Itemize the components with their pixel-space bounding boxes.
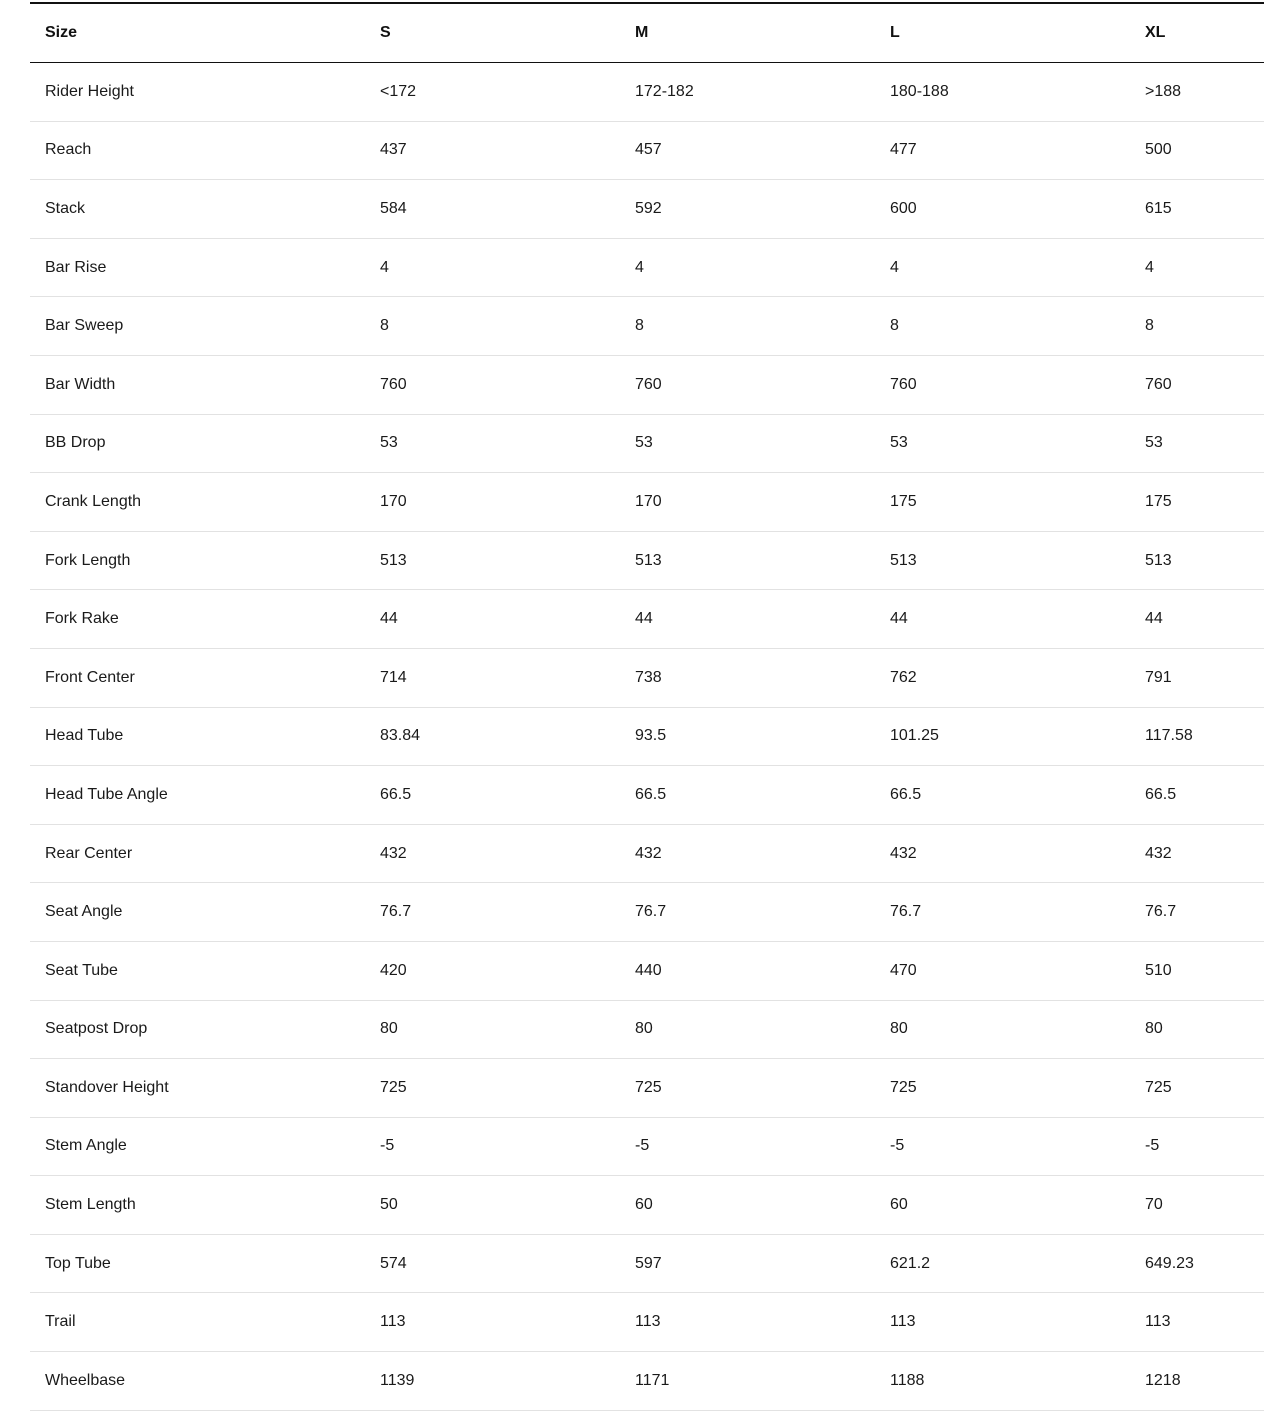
table-cell: 101.25 bbox=[890, 727, 939, 745]
table-row bbox=[30, 1118, 1264, 1177]
table-cell: 53 bbox=[380, 434, 398, 452]
table-cell: <172 bbox=[380, 82, 417, 100]
table-row bbox=[30, 415, 1264, 474]
column-header-s: S bbox=[380, 24, 391, 41]
table-cell: 615 bbox=[1145, 199, 1172, 217]
table-cell: 725 bbox=[890, 1078, 917, 1096]
table-cell: 738 bbox=[635, 668, 662, 686]
column-header-xl: XL bbox=[1145, 24, 1166, 41]
table-row bbox=[30, 122, 1264, 181]
row-label: Rear Center bbox=[45, 844, 133, 862]
table-cell: 420 bbox=[380, 961, 407, 979]
table-cell: 53 bbox=[635, 434, 653, 452]
column-header-l: L bbox=[890, 24, 900, 41]
table-cell: 649.23 bbox=[1145, 1254, 1194, 1272]
table-cell: 4 bbox=[635, 258, 644, 276]
table-row bbox=[30, 1001, 1264, 1060]
table-cell: 8 bbox=[890, 317, 899, 335]
table-cell: 76.7 bbox=[1145, 903, 1177, 921]
table-cell: 432 bbox=[890, 844, 917, 862]
table-cell: 76.7 bbox=[890, 903, 922, 921]
table-cell: 513 bbox=[1145, 551, 1172, 569]
table-cell: 470 bbox=[890, 961, 917, 979]
table-row bbox=[30, 590, 1264, 649]
table-row bbox=[30, 532, 1264, 591]
table-body bbox=[30, 63, 1264, 1411]
table-cell: 600 bbox=[890, 199, 917, 217]
table-cell: 44 bbox=[635, 610, 653, 628]
table-cell: 76.7 bbox=[380, 903, 412, 921]
table-cell: 762 bbox=[890, 668, 917, 686]
table-row bbox=[30, 1176, 1264, 1235]
table-cell: -5 bbox=[635, 1137, 650, 1155]
table-cell: 83.84 bbox=[380, 727, 421, 745]
table-cell: 80 bbox=[1145, 1020, 1163, 1038]
table-cell: 432 bbox=[380, 844, 407, 862]
table-cell: 760 bbox=[890, 375, 917, 393]
table-cell: 70 bbox=[1145, 1196, 1163, 1214]
table-cell: 1139 bbox=[380, 1371, 415, 1389]
row-label: Seat Angle bbox=[45, 903, 123, 921]
table-cell: 1171 bbox=[635, 1371, 670, 1389]
table-row bbox=[30, 473, 1264, 532]
table-row bbox=[30, 180, 1264, 239]
row-label: Bar Rise bbox=[45, 258, 107, 276]
row-label: Rider Height bbox=[45, 82, 134, 100]
table-cell: 66.5 bbox=[1145, 785, 1177, 803]
table-cell: 725 bbox=[635, 1078, 662, 1096]
table-cell: 113 bbox=[380, 1313, 406, 1331]
column-header-size: Size bbox=[45, 24, 78, 41]
table-cell: 500 bbox=[1145, 141, 1172, 159]
table-cell: 80 bbox=[380, 1020, 398, 1038]
row-label: BB Drop bbox=[45, 434, 106, 452]
table-row bbox=[30, 825, 1264, 884]
table-cell: 513 bbox=[635, 551, 662, 569]
row-label: Reach bbox=[45, 141, 92, 159]
table-cell: 53 bbox=[1145, 434, 1163, 452]
table-row bbox=[30, 708, 1264, 767]
row-label: Top Tube bbox=[45, 1254, 111, 1272]
table-cell: 76.7 bbox=[635, 903, 667, 921]
row-label: Trail bbox=[45, 1313, 76, 1331]
table-row bbox=[30, 1059, 1264, 1118]
row-label: Head Tube bbox=[45, 727, 124, 745]
table-cell: 117.58 bbox=[1145, 727, 1193, 745]
table-cell: 440 bbox=[635, 961, 662, 979]
table-cell: 44 bbox=[380, 610, 398, 628]
table-cell: 66.5 bbox=[380, 785, 412, 803]
table-cell: 175 bbox=[1145, 492, 1172, 510]
table-cell: 791 bbox=[1145, 668, 1172, 686]
table-cell: 113 bbox=[890, 1313, 916, 1331]
row-label: Bar Width bbox=[45, 375, 116, 393]
table-cell: 8 bbox=[635, 317, 644, 335]
table-cell: 437 bbox=[380, 141, 407, 159]
table-row bbox=[30, 63, 1264, 122]
table-cell: 4 bbox=[1145, 258, 1154, 276]
table-cell: 60 bbox=[635, 1196, 653, 1214]
table-cell: 80 bbox=[890, 1020, 908, 1038]
table-row bbox=[30, 1235, 1264, 1294]
table-cell: 93.5 bbox=[635, 727, 667, 745]
row-label: Wheelbase bbox=[45, 1371, 126, 1389]
table-cell: 432 bbox=[1145, 844, 1172, 862]
table-cell: 8 bbox=[380, 317, 389, 335]
table-cell: 760 bbox=[1145, 375, 1172, 393]
row-label: Head Tube Angle bbox=[45, 785, 168, 803]
table-row bbox=[30, 297, 1264, 356]
table-cell: 760 bbox=[380, 375, 407, 393]
table-cell: 60 bbox=[890, 1196, 908, 1214]
table-row bbox=[30, 942, 1264, 1001]
table-cell: 172-182 bbox=[635, 82, 694, 100]
table-cell: 513 bbox=[890, 551, 917, 569]
table-cell: 725 bbox=[1145, 1078, 1172, 1096]
table-cell: 432 bbox=[635, 844, 662, 862]
row-label: Crank Length bbox=[45, 492, 142, 510]
table-cell: 574 bbox=[380, 1254, 407, 1272]
table-cell: 53 bbox=[890, 434, 908, 452]
row-label: Stem Angle bbox=[45, 1137, 127, 1155]
table-cell: 714 bbox=[380, 668, 407, 686]
table-cell: 510 bbox=[1145, 961, 1172, 979]
row-label: Standover Height bbox=[45, 1078, 169, 1096]
row-label: Seatpost Drop bbox=[45, 1020, 148, 1038]
row-label: Seat Tube bbox=[45, 961, 118, 979]
table-row bbox=[30, 1352, 1264, 1411]
table-cell: 44 bbox=[1145, 610, 1163, 628]
table-cell: 597 bbox=[635, 1254, 662, 1272]
table-cell: 180-188 bbox=[890, 82, 949, 100]
table-cell: 1218 bbox=[1145, 1371, 1181, 1389]
table-cell: 477 bbox=[890, 141, 917, 159]
row-label: Front Center bbox=[45, 668, 135, 686]
table-cell: 66.5 bbox=[890, 785, 922, 803]
table-row bbox=[30, 649, 1264, 708]
table-cell: 592 bbox=[635, 199, 662, 217]
table-cell: 584 bbox=[380, 199, 407, 217]
column-header-m: M bbox=[635, 24, 649, 41]
table-cell: 1188 bbox=[890, 1371, 925, 1389]
table-cell: 113 bbox=[635, 1313, 661, 1331]
table-cell: 4 bbox=[890, 258, 899, 276]
table-cell: 4 bbox=[380, 258, 389, 276]
table-cell: 66.5 bbox=[635, 785, 667, 803]
table-cell: 457 bbox=[635, 141, 662, 159]
table-cell: 8 bbox=[1145, 317, 1154, 335]
row-label: Fork Length bbox=[45, 551, 131, 569]
geometry-table bbox=[30, 2, 1264, 1411]
table-row bbox=[30, 356, 1264, 415]
row-label: Stem Length bbox=[45, 1196, 136, 1214]
table-cell: 725 bbox=[380, 1078, 407, 1096]
table-row bbox=[30, 766, 1264, 825]
table-cell: 80 bbox=[635, 1020, 653, 1038]
table-cell: -5 bbox=[380, 1137, 395, 1155]
table-cell: -5 bbox=[890, 1137, 905, 1155]
row-label: Stack bbox=[45, 199, 86, 217]
table-cell: -5 bbox=[1145, 1137, 1160, 1155]
table-row bbox=[30, 883, 1264, 942]
table-cell: 513 bbox=[380, 551, 407, 569]
table-cell: 170 bbox=[380, 492, 407, 510]
table-cell: 621.2 bbox=[890, 1254, 931, 1272]
table-cell: 44 bbox=[890, 610, 908, 628]
table-cell: 760 bbox=[635, 375, 662, 393]
table-cell: 170 bbox=[635, 492, 662, 510]
row-label: Bar Sweep bbox=[45, 317, 124, 335]
table-row bbox=[30, 239, 1264, 298]
table-cell: 50 bbox=[380, 1196, 398, 1214]
table-cell: 113 bbox=[1145, 1313, 1171, 1331]
table-row bbox=[30, 1293, 1264, 1352]
table-header-row bbox=[30, 4, 1264, 63]
table-cell: 175 bbox=[890, 492, 917, 510]
table-cell: >188 bbox=[1145, 82, 1182, 100]
row-label: Fork Rake bbox=[45, 610, 119, 628]
